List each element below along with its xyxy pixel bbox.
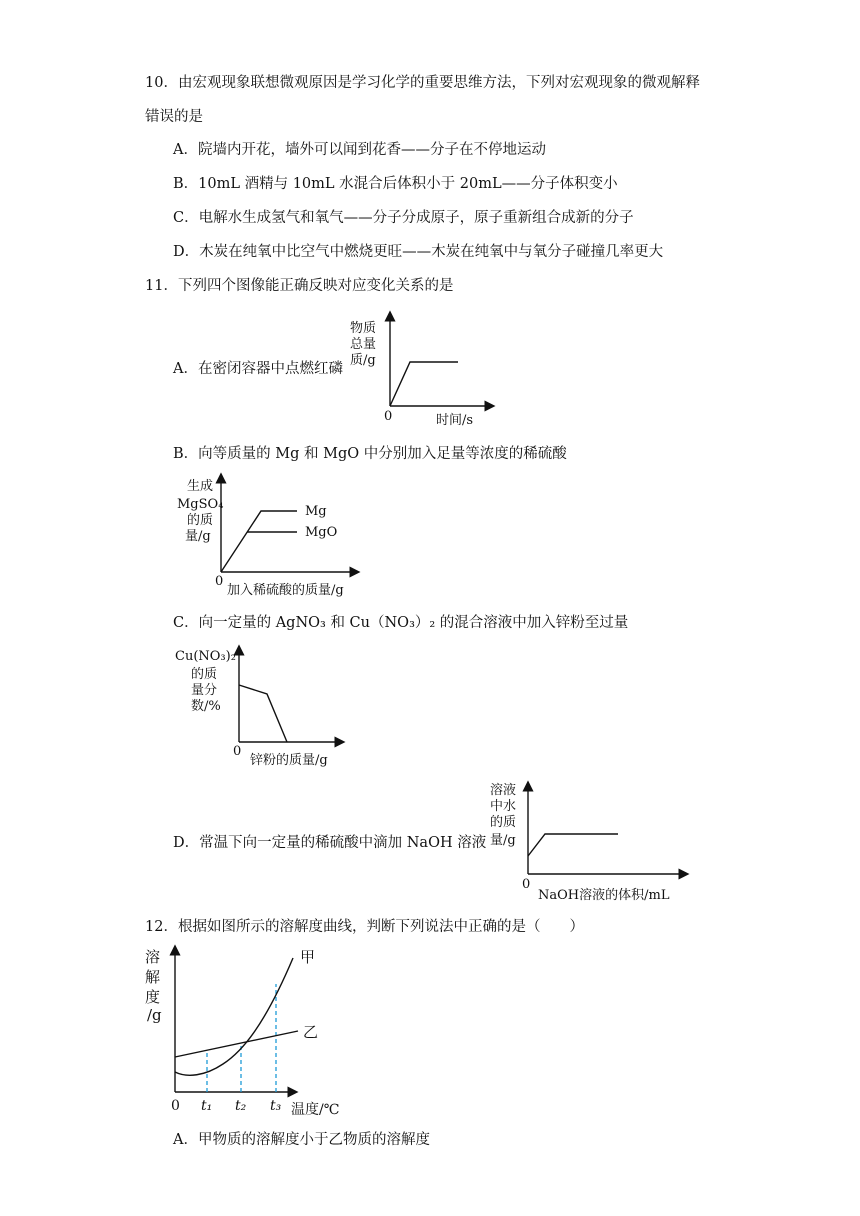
q12-tick-t2: t₂	[235, 1098, 247, 1114]
graph-a-ylabel-1: 物质	[350, 321, 377, 336]
q12-option-a: A．甲物质的溶解度小于乙物质的溶解度	[173, 1132, 430, 1148]
q12-origin: 0	[171, 1098, 180, 1114]
q12-tick-t1: t₁	[201, 1098, 213, 1114]
graph-c-xlabel: 锌粉的质量/g	[250, 753, 328, 768]
graph-b-series-mg: Mg	[305, 504, 327, 519]
q12-series-jia: 甲	[300, 948, 316, 966]
graph-d-ylabel-1: 溶液	[490, 783, 517, 798]
graph-a-ylabel-2: 总量	[350, 337, 377, 352]
q10-option-d: D．木炭在纯氧中比空气中燃烧更旺——木炭在纯氧中与氧分子碰撞几率更大	[173, 244, 664, 260]
q11-graph-d	[488, 778, 698, 906]
q10-option-c: C．电解水生成氢气和氧气——分子分成原子，原子重新组合成新的分子	[173, 210, 634, 226]
graph-c-ylabel-1: Cu(NO₃)₂	[175, 649, 236, 664]
q11-option-d: D．常温下向一定量的稀硫酸中滴加 NaOH 溶液	[173, 835, 487, 851]
graph-c-ylabel-2: 的质	[191, 667, 218, 682]
graph-a-xlabel: 时间/s	[436, 413, 474, 428]
graph-a-origin: 0	[384, 409, 393, 424]
q10-stem-line2: 错误的是	[145, 109, 203, 125]
graph-d-origin: 0	[522, 877, 531, 892]
q11-option-b: B．向等质量的 Mg 和 MgO 中分别加入足量等浓度的稀硫酸	[173, 446, 567, 462]
graph-a-curve	[390, 362, 458, 406]
q12-series-yi: 乙	[303, 1023, 319, 1041]
graph-d-xlabel: NaOH溶液的体积/mL	[538, 888, 670, 903]
graph-b-origin: 0	[215, 574, 224, 589]
graph-c-ylabel-4: 数/%	[191, 699, 221, 714]
graph-c-curve	[239, 685, 287, 742]
q12-curve-jia	[175, 958, 293, 1075]
graph-b-ylabel-2: MgSO₄	[177, 497, 224, 512]
q12-solubility-graph	[143, 944, 363, 1124]
graph-a-ylabel-3: 质/g	[350, 353, 376, 368]
q12-stem: 12．根据如图所示的溶解度曲线，判断下列说法中正确的是（ ）	[145, 919, 584, 935]
q11-option-c: C．向一定量的 AgNO₃ 和 Cu（NO₃）₂ 的混合溶液中加入锌粉至过量	[173, 615, 629, 631]
q11-option-a: A．在密闭容器中点燃红磷	[173, 361, 343, 377]
graph-b-series-mgo: MgO	[305, 525, 338, 540]
graph-b-ylabel-1: 生成	[187, 479, 214, 494]
q12-ylabel-4: /g	[147, 1006, 162, 1024]
graph-b-ylabel-3: 的质	[187, 513, 214, 528]
q11-graph-b	[175, 472, 385, 602]
graph-b-curve-mg	[221, 511, 297, 572]
q11-graph-c	[175, 642, 365, 772]
q12-tick-t3: t₃	[270, 1098, 282, 1114]
graph-d-ylabel-3: 的质	[490, 815, 517, 830]
q10-option-b: B．10mL 酒精与 10mL 水混合后体积小于 20mL——分子体积变小	[173, 176, 618, 192]
q12-ylabel-3: 度	[145, 988, 161, 1006]
q12-ylabel-2: 解	[145, 968, 161, 986]
graph-c-origin: 0	[233, 744, 242, 759]
graph-d-ylabel-4: 量/g	[490, 833, 516, 848]
q12-xlabel: 温度/℃	[291, 1102, 340, 1118]
q10-stem-line1: 10．由宏观现象联想微观原因是学习化学的重要思维方法，下列对宏观现象的微观解释	[145, 75, 700, 91]
q11-stem: 11．下列四个图像能正确反映对应变化关系的是	[145, 278, 454, 294]
graph-c-ylabel-3: 量分	[191, 683, 218, 698]
q10-option-a: A．院墙内开花，墙外可以闻到花香——分子在不停地运动	[173, 142, 546, 158]
graph-b-xlabel: 加入稀硫酸的质量/g	[227, 583, 344, 598]
graph-b-ylabel-4: 量/g	[185, 529, 211, 544]
graph-d-ylabel-2: 中水	[490, 799, 517, 814]
graph-d-curve	[528, 834, 618, 856]
q12-ylabel-1: 溶	[145, 948, 161, 966]
q11-graph-a	[340, 308, 520, 433]
